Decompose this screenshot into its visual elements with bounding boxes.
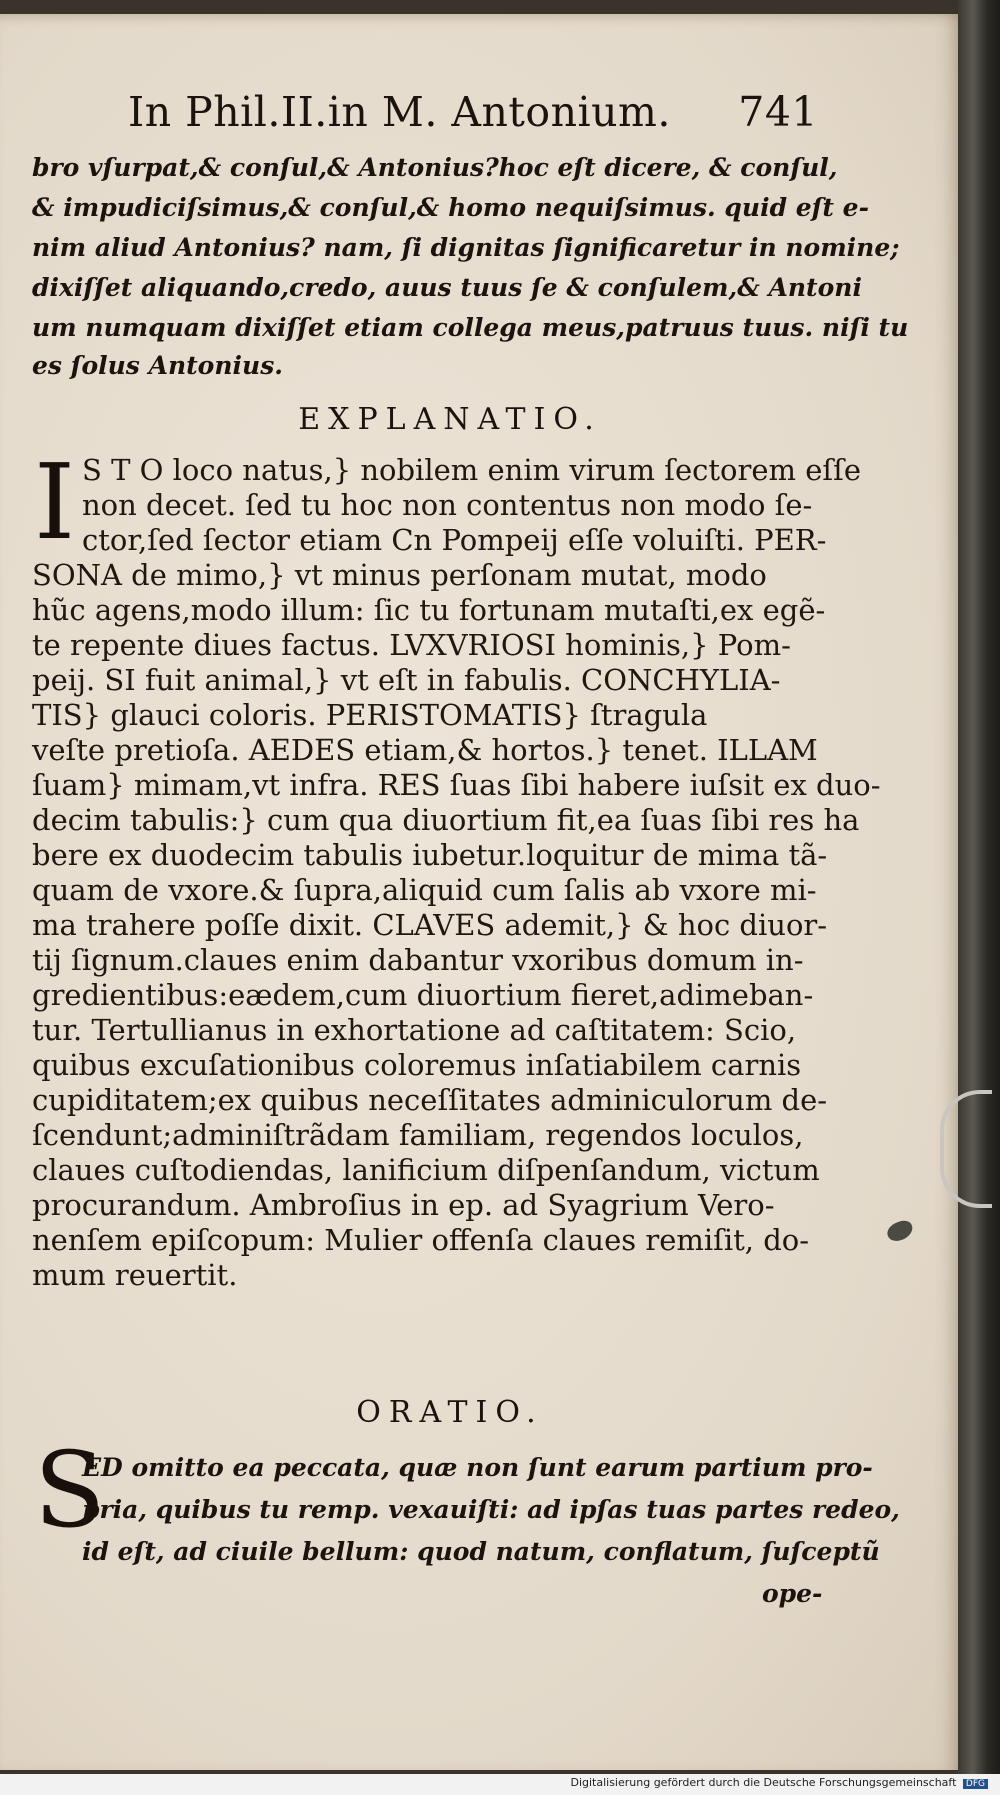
- section-heading-explanatio: EXPLANATIO.: [298, 402, 602, 437]
- running-header: [128, 88, 818, 136]
- drop-cap: I: [34, 441, 76, 563]
- text-line: mum reuertit.: [32, 1258, 238, 1292]
- bookmark-clip: [940, 1090, 992, 1208]
- text-line: TIS} glauci coloris. PERISTOMATIS} ſtragula: [32, 698, 708, 732]
- footer-credit: [570, 1776, 988, 1789]
- text-line: bro vſurpat,& conſul,& Antonius?hoc eſt dicere, & conſul,: [32, 153, 838, 182]
- text-line: es ſolus Antonius.: [32, 351, 283, 380]
- text-line: quibus excuſationibus coloremus inſatiabilem carnis: [32, 1048, 802, 1082]
- text-line: non decet. ſed tu hoc non contentus non modo ſe-: [82, 488, 813, 522]
- text-line: quam de vxore.& ſupra,aliquid cum ſalis ab vxore mi-: [32, 873, 817, 907]
- text-line: ctor,ſed ſector etiam Cn Pompeij eſſe voluiſti. PER-: [82, 523, 827, 557]
- text-line: cupiditatem;ex quibus neceſſitates adminiculorum de-: [32, 1083, 828, 1117]
- text-line: ſcendunt;adminiſtrãdam familiam, regendos loculos,: [32, 1118, 804, 1152]
- text-line: ma trahere poſſe dixit. CLAVES ademit,} & hoc diuor-: [32, 908, 828, 942]
- running-title: In Phil.II.in M. Antonium.: [128, 88, 671, 136]
- page-number: 741: [738, 88, 818, 136]
- drop-cap: S: [34, 1429, 106, 1551]
- text-line: peij. SI fuit animal,} vt eſt in fabulis. CONCHYLIA-: [32, 663, 781, 697]
- text-line: bere ex duodecim tabulis iubetur.loquitur de mima tã-: [32, 838, 828, 872]
- text-line: tur. Tertullianus in exhortatione ad caſtitatem: Scio,: [32, 1013, 797, 1047]
- text-line: gredientibus:eædem,cum diuortium fieret,adimeban-: [32, 978, 814, 1012]
- credit-text: Digitalisierung gefördert durch die Deutsche Forschungsgemeinschaft: [570, 1776, 957, 1789]
- text-line: decim tabulis:} cum qua diuortium fit,ea ſuas ſibi res ha: [32, 803, 860, 837]
- text-line: S T O loco natus,} nobilem enim virum ſectorem eſſe: [82, 453, 862, 487]
- text-line: & impudiciſsimus,& conſul,& homo nequiſsimus. quid eſt e-: [32, 193, 869, 222]
- text-line: veſte pretioſa. AEDES etiam,& hortos.} tenet. ILLAM: [32, 733, 818, 767]
- section-heading-oratio: ORATIO.: [356, 1395, 544, 1430]
- dfg-logo: DFG: [963, 1779, 988, 1789]
- text-line: ſuam} mimam,vt infra. RES ſuas ſibi habere iuſsit ex duo-: [32, 768, 881, 802]
- text-line: ED omitto ea peccata, quæ non ſunt earum partium pro-: [82, 1453, 873, 1482]
- text-line: hũc agens,modo illum: ſic tu fortunam mutaſti,ex egẽ-: [32, 593, 826, 627]
- text-line: nim aliud Antonius? nam, ſi dignitas ſignificaretur in nomine;: [32, 233, 900, 262]
- text-line: pria, quibus tu remp. vexauiſti: ad ipſas tuas partes redeo,: [82, 1495, 900, 1524]
- text-line: SONA de mimo,} vt minus perſonam mutat, modo: [32, 558, 767, 592]
- book-edge: [958, 0, 1000, 1795]
- text-line: dixiſſet aliquando,credo, auus tuus ſe & conſulem,& Antoni: [32, 273, 862, 302]
- catchword: ope-: [762, 1579, 823, 1608]
- text-line: te repente diues factus. LVXVRIOSI hominis,} Pom-: [32, 628, 791, 662]
- text-line: claues cuſtodiendas, lanificium diſpenſandum, victum: [32, 1153, 820, 1187]
- text-line: id eſt, ad ciuile bellum: quod natum, conflatum, ſuſceptũ: [82, 1537, 880, 1566]
- text-line: tij ſignum.claues enim dabantur vxoribus domum in-: [32, 943, 804, 977]
- text-line: procurandum. Ambroſius in ep. ad Syagrium Vero-: [32, 1188, 775, 1222]
- text-line: um numquam dixiſſet etiam collega meus,patruus tuus. niſi tu: [32, 313, 909, 342]
- text-line: nenſem epiſcopum: Mulier offenſa claues remiſit, do-: [32, 1223, 810, 1257]
